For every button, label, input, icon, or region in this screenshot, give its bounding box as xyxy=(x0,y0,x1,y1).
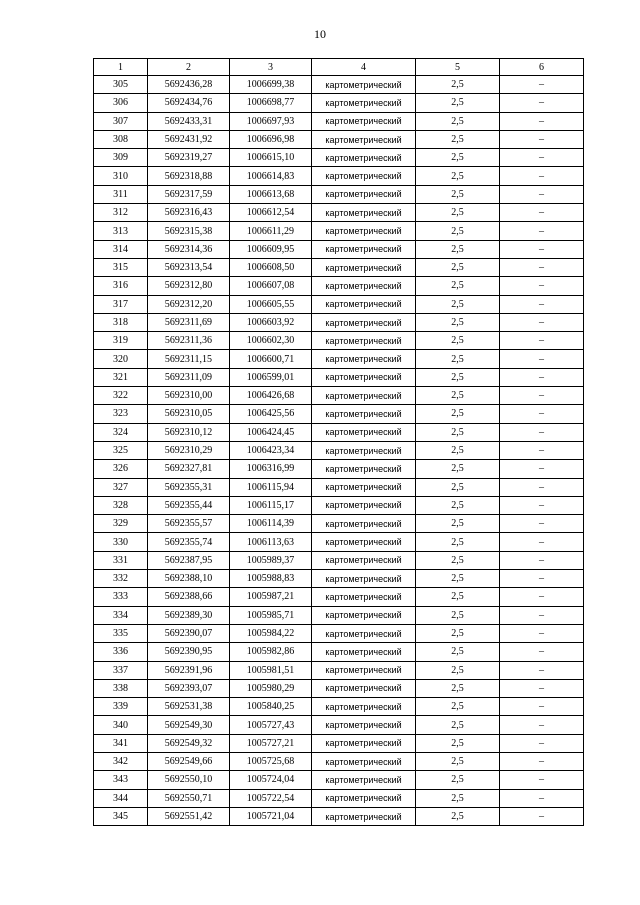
x-coordinate-cell: 5692310,00 xyxy=(148,387,230,405)
table-row xyxy=(94,258,584,276)
table-row xyxy=(94,643,584,661)
method-cell: картометрический xyxy=(312,771,416,789)
method-cell: картометрический xyxy=(312,624,416,642)
x-coordinate-cell: 5692391,96 xyxy=(148,661,230,679)
point-number-cell: 316 xyxy=(94,277,148,295)
note-cell: – xyxy=(500,222,584,240)
note-cell: – xyxy=(500,515,584,533)
method-cell: картометрический xyxy=(312,515,416,533)
point-number-cell: 342 xyxy=(94,752,148,770)
point-number-cell: 315 xyxy=(94,258,148,276)
note-cell: – xyxy=(500,752,584,770)
note-cell: – xyxy=(500,149,584,167)
point-number-cell: 327 xyxy=(94,478,148,496)
table-row xyxy=(94,130,584,148)
method-cell: картометрический xyxy=(312,185,416,203)
y-coordinate-cell: 1005980,29 xyxy=(230,679,312,697)
column-header: 1 xyxy=(94,59,148,76)
x-coordinate-cell: 5692311,09 xyxy=(148,368,230,386)
x-coordinate-cell: 5692549,32 xyxy=(148,734,230,752)
x-coordinate-cell: 5692311,69 xyxy=(148,313,230,331)
column-header: 3 xyxy=(230,59,312,76)
y-coordinate-cell: 1006612,54 xyxy=(230,204,312,222)
note-cell: – xyxy=(500,204,584,222)
x-coordinate-cell: 5692327,81 xyxy=(148,460,230,478)
table-row xyxy=(94,478,584,496)
method-cell: картометрический xyxy=(312,606,416,624)
y-coordinate-cell: 1006699,38 xyxy=(230,76,312,94)
x-coordinate-cell: 5692311,36 xyxy=(148,332,230,350)
note-cell: – xyxy=(500,130,584,148)
y-coordinate-cell: 1006115,94 xyxy=(230,478,312,496)
method-cell: картометрический xyxy=(312,112,416,130)
method-cell: картометрический xyxy=(312,734,416,752)
note-cell: – xyxy=(500,185,584,203)
method-cell: картометрический xyxy=(312,130,416,148)
table-row xyxy=(94,149,584,167)
point-number-cell: 308 xyxy=(94,130,148,148)
table-row xyxy=(94,204,584,222)
y-coordinate-cell: 1005989,37 xyxy=(230,551,312,569)
accuracy-cell: 2,5 xyxy=(416,460,500,478)
accuracy-cell: 2,5 xyxy=(416,368,500,386)
table-row xyxy=(94,570,584,588)
accuracy-cell: 2,5 xyxy=(416,332,500,350)
accuracy-cell: 2,5 xyxy=(416,204,500,222)
y-coordinate-cell: 1006114,39 xyxy=(230,515,312,533)
table-row xyxy=(94,807,584,825)
x-coordinate-cell: 5692431,92 xyxy=(148,130,230,148)
point-number-cell: 338 xyxy=(94,679,148,697)
y-coordinate-cell: 1006607,08 xyxy=(230,277,312,295)
table-row xyxy=(94,94,584,112)
table-row xyxy=(94,533,584,551)
x-coordinate-cell: 5692355,31 xyxy=(148,478,230,496)
method-cell: картометрический xyxy=(312,277,416,295)
method-cell: картометрический xyxy=(312,643,416,661)
table-row xyxy=(94,368,584,386)
note-cell: – xyxy=(500,807,584,825)
method-cell: картометрический xyxy=(312,350,416,368)
x-coordinate-cell: 5692551,42 xyxy=(148,807,230,825)
accuracy-cell: 2,5 xyxy=(416,240,500,258)
point-number-cell: 314 xyxy=(94,240,148,258)
x-coordinate-cell: 5692317,59 xyxy=(148,185,230,203)
method-cell: картометрический xyxy=(312,789,416,807)
method-cell: картометрический xyxy=(312,679,416,697)
point-number-cell: 343 xyxy=(94,771,148,789)
x-coordinate-cell: 5692550,71 xyxy=(148,789,230,807)
x-coordinate-cell: 5692312,20 xyxy=(148,295,230,313)
x-coordinate-cell: 5692389,30 xyxy=(148,606,230,624)
table-row xyxy=(94,112,584,130)
point-number-cell: 321 xyxy=(94,368,148,386)
x-coordinate-cell: 5692531,38 xyxy=(148,698,230,716)
y-coordinate-cell: 1006608,50 xyxy=(230,258,312,276)
note-cell: – xyxy=(500,661,584,679)
point-number-cell: 330 xyxy=(94,533,148,551)
note-cell: – xyxy=(500,441,584,459)
table-row xyxy=(94,515,584,533)
point-number-cell: 323 xyxy=(94,405,148,423)
point-number-cell: 319 xyxy=(94,332,148,350)
method-cell: картометрический xyxy=(312,240,416,258)
accuracy-cell: 2,5 xyxy=(416,222,500,240)
note-cell: – xyxy=(500,533,584,551)
x-coordinate-cell: 5692313,54 xyxy=(148,258,230,276)
accuracy-cell: 2,5 xyxy=(416,771,500,789)
y-coordinate-cell: 1005984,22 xyxy=(230,624,312,642)
method-cell: картометрический xyxy=(312,570,416,588)
method-cell: картометрический xyxy=(312,149,416,167)
note-cell: – xyxy=(500,295,584,313)
y-coordinate-cell: 1006599,01 xyxy=(230,368,312,386)
method-cell: картометрический xyxy=(312,387,416,405)
point-number-cell: 311 xyxy=(94,185,148,203)
accuracy-cell: 2,5 xyxy=(416,185,500,203)
point-number-cell: 335 xyxy=(94,624,148,642)
accuracy-cell: 2,5 xyxy=(416,551,500,569)
note-cell: – xyxy=(500,332,584,350)
point-number-cell: 341 xyxy=(94,734,148,752)
method-cell: картометрический xyxy=(312,167,416,185)
point-number-cell: 320 xyxy=(94,350,148,368)
point-number-cell: 339 xyxy=(94,698,148,716)
accuracy-cell: 2,5 xyxy=(416,515,500,533)
y-coordinate-cell: 1005988,83 xyxy=(230,570,312,588)
table-row xyxy=(94,350,584,368)
y-coordinate-cell: 1006426,68 xyxy=(230,387,312,405)
x-coordinate-cell: 5692319,27 xyxy=(148,149,230,167)
accuracy-cell: 2,5 xyxy=(416,734,500,752)
table-body xyxy=(94,76,584,826)
note-cell: – xyxy=(500,350,584,368)
point-number-cell: 333 xyxy=(94,588,148,606)
accuracy-cell: 2,5 xyxy=(416,570,500,588)
x-coordinate-cell: 5692550,10 xyxy=(148,771,230,789)
point-number-cell: 332 xyxy=(94,570,148,588)
column-header: 4 xyxy=(312,59,416,76)
y-coordinate-cell: 1005727,43 xyxy=(230,716,312,734)
note-cell: – xyxy=(500,551,584,569)
y-coordinate-cell: 1006425,56 xyxy=(230,405,312,423)
point-number-cell: 317 xyxy=(94,295,148,313)
y-coordinate-cell: 1006615,10 xyxy=(230,149,312,167)
note-cell: – xyxy=(500,167,584,185)
note-cell: – xyxy=(500,624,584,642)
accuracy-cell: 2,5 xyxy=(416,698,500,716)
x-coordinate-cell: 5692314,36 xyxy=(148,240,230,258)
table-row xyxy=(94,588,584,606)
y-coordinate-cell: 1006609,95 xyxy=(230,240,312,258)
y-coordinate-cell: 1006603,92 xyxy=(230,313,312,331)
note-cell: – xyxy=(500,258,584,276)
y-coordinate-cell: 1006611,29 xyxy=(230,222,312,240)
accuracy-cell: 2,5 xyxy=(416,807,500,825)
y-coordinate-cell: 1005981,51 xyxy=(230,661,312,679)
point-number-cell: 328 xyxy=(94,496,148,514)
accuracy-cell: 2,5 xyxy=(416,789,500,807)
y-coordinate-cell: 1005987,21 xyxy=(230,588,312,606)
table-row xyxy=(94,295,584,313)
note-cell: – xyxy=(500,771,584,789)
x-coordinate-cell: 5692434,76 xyxy=(148,94,230,112)
table-row xyxy=(94,332,584,350)
table-row xyxy=(94,661,584,679)
table-row xyxy=(94,789,584,807)
x-coordinate-cell: 5692316,43 xyxy=(148,204,230,222)
y-coordinate-cell: 1006614,83 xyxy=(230,167,312,185)
point-number-cell: 326 xyxy=(94,460,148,478)
point-number-cell: 334 xyxy=(94,606,148,624)
accuracy-cell: 2,5 xyxy=(416,679,500,697)
note-cell: – xyxy=(500,734,584,752)
x-coordinate-cell: 5692310,05 xyxy=(148,405,230,423)
method-cell: картометрический xyxy=(312,533,416,551)
point-number-cell: 331 xyxy=(94,551,148,569)
y-coordinate-cell: 1005727,21 xyxy=(230,734,312,752)
point-number-cell: 325 xyxy=(94,441,148,459)
point-number-cell: 344 xyxy=(94,789,148,807)
accuracy-cell: 2,5 xyxy=(416,295,500,313)
table-row xyxy=(94,606,584,624)
coordinates-table xyxy=(93,58,584,826)
method-cell: картометрический xyxy=(312,478,416,496)
x-coordinate-cell: 5692310,12 xyxy=(148,423,230,441)
accuracy-cell: 2,5 xyxy=(416,94,500,112)
table-row xyxy=(94,716,584,734)
point-number-cell: 306 xyxy=(94,94,148,112)
column-header: 5 xyxy=(416,59,500,76)
y-coordinate-cell: 1006605,55 xyxy=(230,295,312,313)
table-row xyxy=(94,423,584,441)
page-number: 10 xyxy=(314,27,326,41)
accuracy-cell: 2,5 xyxy=(416,112,500,130)
method-cell: картометрический xyxy=(312,204,416,222)
table-row xyxy=(94,496,584,514)
y-coordinate-cell: 1006424,45 xyxy=(230,423,312,441)
note-cell: – xyxy=(500,679,584,697)
note-cell: – xyxy=(500,789,584,807)
accuracy-cell: 2,5 xyxy=(416,387,500,405)
y-coordinate-cell: 1006115,17 xyxy=(230,496,312,514)
point-number-cell: 337 xyxy=(94,661,148,679)
x-coordinate-cell: 5692311,15 xyxy=(148,350,230,368)
y-coordinate-cell: 1006696,98 xyxy=(230,130,312,148)
table-row xyxy=(94,277,584,295)
method-cell: картометрический xyxy=(312,716,416,734)
y-coordinate-cell: 1005840,25 xyxy=(230,698,312,716)
method-cell: картометрический xyxy=(312,661,416,679)
table-row xyxy=(94,624,584,642)
table-row xyxy=(94,734,584,752)
method-cell: картометрический xyxy=(312,698,416,716)
method-cell: картометрический xyxy=(312,807,416,825)
point-number-cell: 313 xyxy=(94,222,148,240)
table-row xyxy=(94,551,584,569)
table-row xyxy=(94,185,584,203)
method-cell: картометрический xyxy=(312,405,416,423)
method-cell: картометрический xyxy=(312,332,416,350)
y-coordinate-cell: 1005985,71 xyxy=(230,606,312,624)
x-coordinate-cell: 5692355,57 xyxy=(148,515,230,533)
table-row xyxy=(94,679,584,697)
table-header-row xyxy=(94,59,584,76)
note-cell: – xyxy=(500,570,584,588)
y-coordinate-cell: 1005725,68 xyxy=(230,752,312,770)
table-row xyxy=(94,313,584,331)
accuracy-cell: 2,5 xyxy=(416,130,500,148)
point-number-cell: 329 xyxy=(94,515,148,533)
method-cell: картометрический xyxy=(312,94,416,112)
note-cell: – xyxy=(500,76,584,94)
note-cell: – xyxy=(500,716,584,734)
table-row xyxy=(94,222,584,240)
accuracy-cell: 2,5 xyxy=(416,661,500,679)
table-row xyxy=(94,405,584,423)
table-row xyxy=(94,167,584,185)
y-coordinate-cell: 1006113,63 xyxy=(230,533,312,551)
note-cell: – xyxy=(500,313,584,331)
method-cell: картометрический xyxy=(312,295,416,313)
table-row xyxy=(94,752,584,770)
y-coordinate-cell: 1005722,54 xyxy=(230,789,312,807)
x-coordinate-cell: 5692388,10 xyxy=(148,570,230,588)
method-cell: картометрический xyxy=(312,258,416,276)
column-header: 6 xyxy=(500,59,584,76)
point-number-cell: 318 xyxy=(94,313,148,331)
x-coordinate-cell: 5692355,44 xyxy=(148,496,230,514)
x-coordinate-cell: 5692390,07 xyxy=(148,624,230,642)
note-cell: – xyxy=(500,606,584,624)
note-cell: – xyxy=(500,405,584,423)
note-cell: – xyxy=(500,460,584,478)
note-cell: – xyxy=(500,387,584,405)
accuracy-cell: 2,5 xyxy=(416,588,500,606)
x-coordinate-cell: 5692390,95 xyxy=(148,643,230,661)
accuracy-cell: 2,5 xyxy=(416,441,500,459)
point-number-cell: 307 xyxy=(94,112,148,130)
y-coordinate-cell: 1006697,93 xyxy=(230,112,312,130)
table-row xyxy=(94,771,584,789)
accuracy-cell: 2,5 xyxy=(416,149,500,167)
point-number-cell: 345 xyxy=(94,807,148,825)
table-row xyxy=(94,76,584,94)
note-cell: – xyxy=(500,588,584,606)
x-coordinate-cell: 5692355,74 xyxy=(148,533,230,551)
method-cell: картометрический xyxy=(312,460,416,478)
x-coordinate-cell: 5692387,95 xyxy=(148,551,230,569)
note-cell: – xyxy=(500,277,584,295)
note-cell: – xyxy=(500,643,584,661)
method-cell: картометрический xyxy=(312,441,416,459)
method-cell: картометрический xyxy=(312,423,416,441)
y-coordinate-cell: 1005724,04 xyxy=(230,771,312,789)
point-number-cell: 312 xyxy=(94,204,148,222)
note-cell: – xyxy=(500,423,584,441)
note-cell: – xyxy=(500,368,584,386)
y-coordinate-cell: 1006602,30 xyxy=(230,332,312,350)
table-row xyxy=(94,460,584,478)
y-coordinate-cell: 1006613,68 xyxy=(230,185,312,203)
note-cell: – xyxy=(500,240,584,258)
accuracy-cell: 2,5 xyxy=(416,423,500,441)
table-row xyxy=(94,441,584,459)
accuracy-cell: 2,5 xyxy=(416,533,500,551)
point-number-cell: 310 xyxy=(94,167,148,185)
x-coordinate-cell: 5692433,31 xyxy=(148,112,230,130)
accuracy-cell: 2,5 xyxy=(416,313,500,331)
accuracy-cell: 2,5 xyxy=(416,606,500,624)
note-cell: – xyxy=(500,112,584,130)
x-coordinate-cell: 5692312,80 xyxy=(148,277,230,295)
table-row xyxy=(94,240,584,258)
method-cell: картометрический xyxy=(312,752,416,770)
accuracy-cell: 2,5 xyxy=(416,643,500,661)
point-number-cell: 340 xyxy=(94,716,148,734)
y-coordinate-cell: 1005982,86 xyxy=(230,643,312,661)
note-cell: – xyxy=(500,698,584,716)
point-number-cell: 322 xyxy=(94,387,148,405)
method-cell: картометрический xyxy=(312,551,416,569)
y-coordinate-cell: 1005721,04 xyxy=(230,807,312,825)
column-header: 2 xyxy=(148,59,230,76)
accuracy-cell: 2,5 xyxy=(416,405,500,423)
y-coordinate-cell: 1006600,71 xyxy=(230,350,312,368)
method-cell: картометрический xyxy=(312,222,416,240)
accuracy-cell: 2,5 xyxy=(416,478,500,496)
accuracy-cell: 2,5 xyxy=(416,258,500,276)
accuracy-cell: 2,5 xyxy=(416,277,500,295)
point-number-cell: 324 xyxy=(94,423,148,441)
method-cell: картометрический xyxy=(312,496,416,514)
y-coordinate-cell: 1006423,34 xyxy=(230,441,312,459)
method-cell: картометрический xyxy=(312,313,416,331)
accuracy-cell: 2,5 xyxy=(416,167,500,185)
x-coordinate-cell: 5692315,38 xyxy=(148,222,230,240)
table-row xyxy=(94,698,584,716)
accuracy-cell: 2,5 xyxy=(416,350,500,368)
y-coordinate-cell: 1006698,77 xyxy=(230,94,312,112)
accuracy-cell: 2,5 xyxy=(416,76,500,94)
method-cell: картометрический xyxy=(312,588,416,606)
point-number-cell: 305 xyxy=(94,76,148,94)
point-number-cell: 336 xyxy=(94,643,148,661)
x-coordinate-cell: 5692388,66 xyxy=(148,588,230,606)
method-cell: картометрический xyxy=(312,76,416,94)
accuracy-cell: 2,5 xyxy=(416,752,500,770)
accuracy-cell: 2,5 xyxy=(416,716,500,734)
note-cell: – xyxy=(500,478,584,496)
x-coordinate-cell: 5692318,88 xyxy=(148,167,230,185)
accuracy-cell: 2,5 xyxy=(416,496,500,514)
x-coordinate-cell: 5692310,29 xyxy=(148,441,230,459)
x-coordinate-cell: 5692436,28 xyxy=(148,76,230,94)
note-cell: – xyxy=(500,496,584,514)
x-coordinate-cell: 5692549,66 xyxy=(148,752,230,770)
x-coordinate-cell: 5692549,30 xyxy=(148,716,230,734)
accuracy-cell: 2,5 xyxy=(416,624,500,642)
y-coordinate-cell: 1006316,99 xyxy=(230,460,312,478)
table-row xyxy=(94,387,584,405)
note-cell: – xyxy=(500,94,584,112)
method-cell: картометрический xyxy=(312,368,416,386)
x-coordinate-cell: 5692393,07 xyxy=(148,679,230,697)
point-number-cell: 309 xyxy=(94,149,148,167)
